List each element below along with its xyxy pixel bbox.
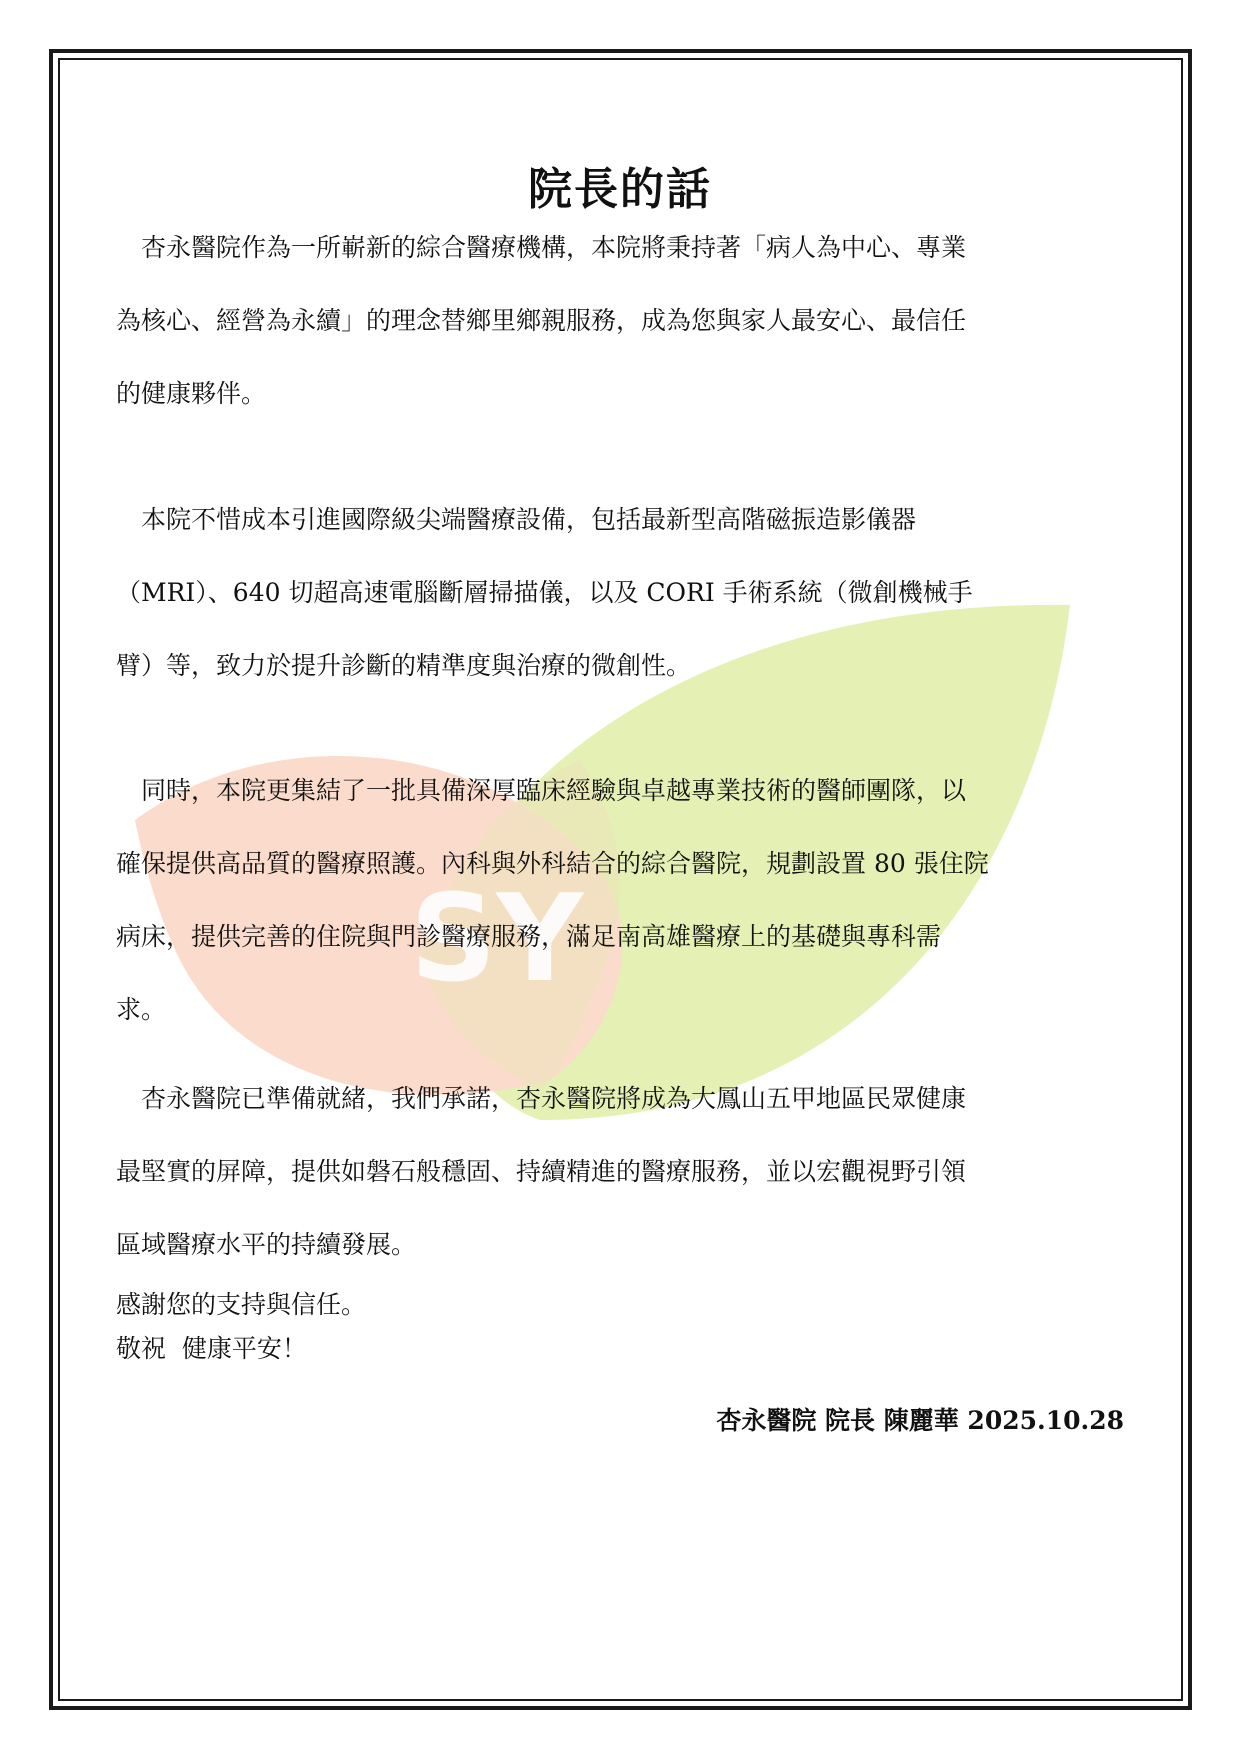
paragraph-line: 杏永醫院已準備就緒，我們承諾，杏永醫院將成為大鳳山五甲地區民眾健康 bbox=[116, 1084, 967, 1113]
paragraph-line: 區域醫療水平的持續發展。 bbox=[116, 1230, 417, 1259]
paragraph-line: 的健康夥伴。 bbox=[116, 379, 267, 408]
paragraph-1 bbox=[116, 211, 1124, 430]
paragraph-line: 杏永醫院作為一所嶄新的綜合醫療機構，本院將秉持著「病人為中心、專業 bbox=[116, 233, 967, 262]
paragraph-line: 最堅實的屏障，提供如磐石般穩固、持續精進的醫療服務，並以宏觀視野引領 bbox=[116, 1157, 967, 1186]
paragraph-line: 確保提供高品質的醫療照護。內科與外科結合的綜合醫院，規劃設置 80 張住院 bbox=[116, 849, 989, 878]
signature-line: 杏永醫院 院長 陳麗華 2025.10.28 bbox=[716, 1406, 1124, 1435]
paragraph-4 bbox=[116, 1062, 1124, 1281]
paragraph-2 bbox=[116, 483, 1124, 702]
paragraph-line: （MRI）、640 切超高速電腦斷層掃描儀，以及 CORI 手術系統（微創機械手 bbox=[116, 578, 973, 607]
paragraph-3 bbox=[116, 754, 1124, 1046]
paragraph-line: 為核心、經營為永續」的理念替鄉里鄉親服務，成為您與家人最安心、最信任 bbox=[116, 306, 967, 335]
closing-wishes: 敬祝 健康平安！ bbox=[116, 1334, 307, 1363]
paragraph-line: 同時，本院更集結了一批具備深厚臨床經驗與卓越專業技術的醫師團隊，以 bbox=[116, 776, 967, 805]
paragraph-line: 病床，提供完善的住院與門診醫療服務，滿足南高雄醫療上的基礎與專科需 bbox=[116, 922, 942, 951]
paragraph-line: 求。 bbox=[116, 995, 167, 1024]
page-title: 院長的話 bbox=[528, 164, 712, 215]
paragraph-line: 臂）等，致力於提升診斷的精準度與治療的微創性。 bbox=[116, 651, 692, 680]
watermark-text: SY bbox=[410, 870, 584, 1009]
closing-block bbox=[116, 1283, 1124, 1371]
closing-thanks: 感謝您的支持與信任。 bbox=[116, 1290, 367, 1319]
paragraph-line: 本院不惜成本引進國際級尖端醫療設備，包括最新型高階磁振造影儀器 bbox=[116, 505, 917, 534]
